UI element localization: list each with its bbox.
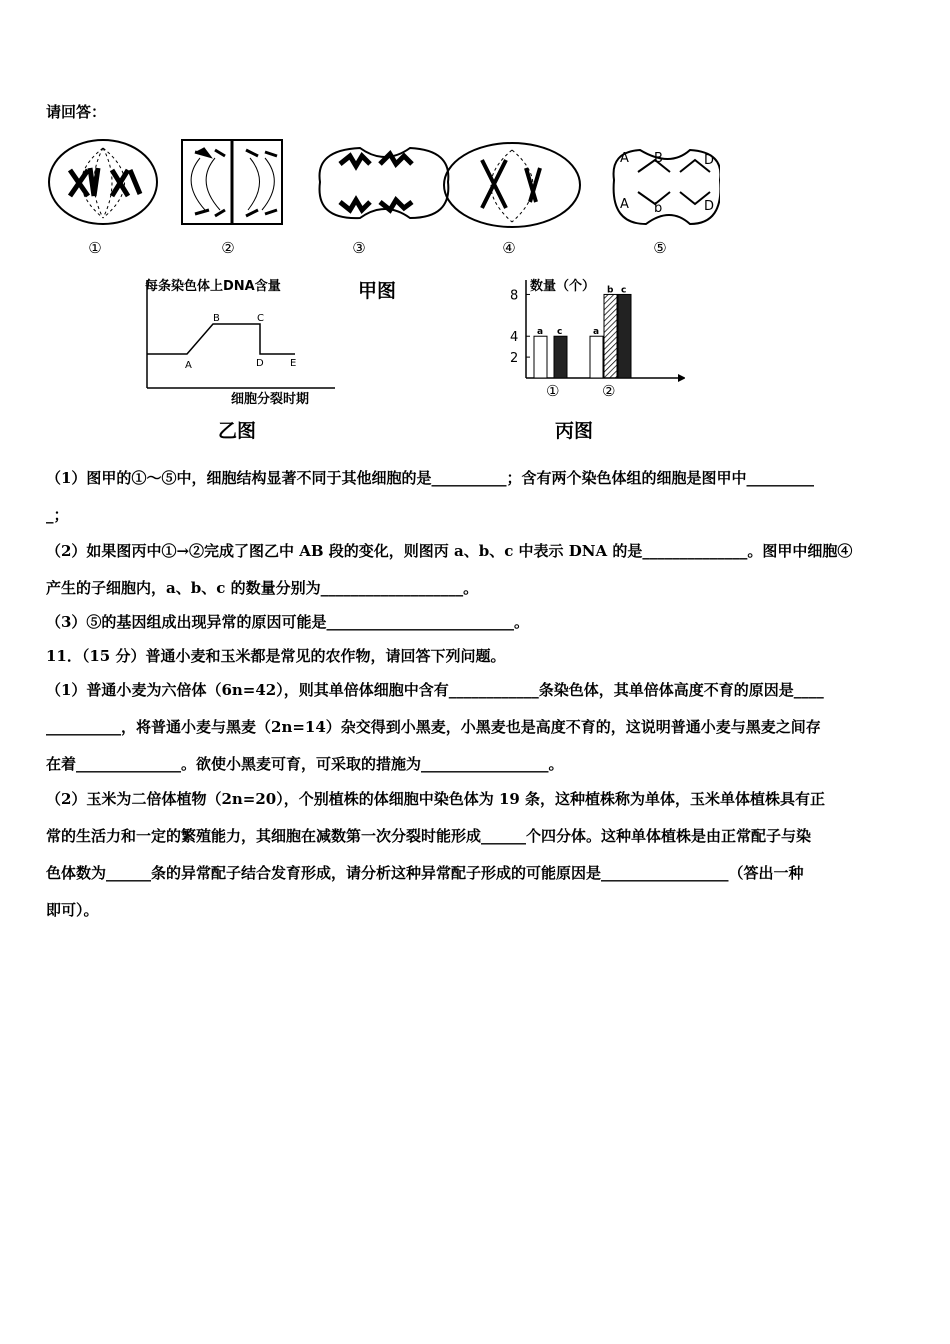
yi-xlabel: 细胞分裂时期 bbox=[231, 392, 310, 407]
yi-point-A: A bbox=[185, 360, 192, 371]
gene-label-4: A bbox=[620, 197, 629, 212]
cell-label-1: ① bbox=[88, 239, 102, 257]
figure-bing-title: 丙图 bbox=[555, 420, 594, 442]
yi-point-E: E bbox=[290, 358, 297, 369]
bing-y-tick-4: 4 bbox=[510, 330, 519, 346]
figure-yi-title: 乙图 bbox=[218, 420, 257, 442]
bing-bar-a-1 bbox=[534, 336, 547, 378]
bing-bar-label-b-2: b bbox=[607, 285, 614, 296]
cell-4-drawing bbox=[444, 143, 580, 227]
figure-jia-title: 甲图 bbox=[358, 280, 397, 302]
q11-2-line-3: 色体数为______条的异常配子结合发育形成，请分析这种异常配子形成的可能原因是_________________（答出一种 bbox=[46, 864, 804, 882]
intro-text: 请回答： bbox=[46, 103, 107, 121]
bing-bar-a-2 bbox=[590, 336, 603, 378]
q3-line: （3）⑤的基因组成出现异常的原因可能是_________________________。 bbox=[46, 613, 529, 631]
gene-label-2: B bbox=[654, 151, 663, 166]
bing-y-tick-8: 8 bbox=[510, 288, 519, 304]
cell-label-5: ⑤ bbox=[653, 239, 667, 257]
yi-point-B: B bbox=[213, 313, 220, 324]
cell-label-4: ④ bbox=[502, 239, 516, 257]
cell-3-drawing bbox=[320, 148, 449, 218]
q1-line-2: _； bbox=[46, 506, 69, 524]
bing-ylabel: 数量（个） bbox=[530, 279, 596, 294]
bing-bar-b-2 bbox=[604, 294, 617, 378]
q11-1-line-1: （1）普通小麦为六倍体（6n=42），则其单倍体细胞中含有____________条染色体，其单倍体高度不育的原因是____ bbox=[46, 681, 824, 699]
q1-line-1: （1）图甲的①～⑤中，细胞结构显著不同于其他细胞的是__________；含有两个染色体组的细胞是图甲中_________ bbox=[46, 469, 814, 487]
bing-bar-label-c-1: c bbox=[557, 327, 563, 338]
cell-5-drawing bbox=[614, 150, 720, 224]
bing-bar-c-2 bbox=[618, 294, 631, 378]
q11-1-line-2: __________，将普通小麦与黑麦（2n=14）杂交得到小黑麦，小黑麦也是高度不育的，这说明普通小麦与黑麦之间存 bbox=[46, 718, 821, 736]
yi-ylabel: 每条染色体上DNA含量 bbox=[145, 279, 281, 294]
figure-jia-cells bbox=[40, 130, 720, 260]
cell-1-drawing bbox=[49, 140, 157, 224]
q11-2-line-4: 即可）。 bbox=[46, 901, 99, 919]
cell-2-drawing bbox=[182, 140, 282, 224]
yi-point-C: C bbox=[257, 313, 264, 324]
gene-label-3: D bbox=[704, 153, 715, 168]
bing-category-2: ② bbox=[602, 382, 616, 400]
q11-1-line-3: 在着______________。欲使小黑麦可育，可采取的措施为_________________。 bbox=[46, 755, 564, 773]
q11-title: 11．（15 分）普通小麦和玉米都是常见的农作物，请回答下列问题。 bbox=[46, 647, 506, 665]
q2-line-2: 产生的子细胞内，a、b、c 的数量分别为___________________。 bbox=[46, 579, 479, 597]
gene-label-6: D bbox=[704, 199, 715, 214]
q11-2-line-2: 常的生活力和一定的繁殖能力，其细胞在减数第一次分裂时能形成______个四分体。这种单体植株是由正常配子与染 bbox=[46, 827, 812, 845]
figure-yi-graph bbox=[135, 272, 345, 408]
bing-y-tick-2: 2 bbox=[510, 351, 519, 367]
cell-label-3: ③ bbox=[352, 239, 366, 257]
q11-2-line-1: （2）玉米为二倍体植物（2n=20），个别植株的体细胞中染色体为 19 条，这种植株称为单体，玉米单体植株具有正 bbox=[46, 790, 826, 808]
gene-label-5: b bbox=[654, 201, 663, 216]
figure-bing-chart bbox=[500, 272, 685, 406]
gene-label-1: A bbox=[620, 151, 629, 166]
bing-bar-label-a-2: a bbox=[593, 327, 600, 338]
bing-bar-label-a-1: a bbox=[537, 327, 544, 338]
bing-bar-c-1 bbox=[554, 336, 567, 378]
bing-category-1: ① bbox=[546, 382, 560, 400]
cell-label-2: ② bbox=[221, 239, 235, 257]
q2-line-1: （2）如果图丙中①→②完成了图乙中 AB 段的变化，则图丙 a、b、c 中表示 DNA 的是______________。图甲中细胞④ bbox=[46, 542, 853, 560]
bing-bar-label-c-2: c bbox=[621, 285, 627, 296]
yi-point-D: D bbox=[256, 358, 264, 369]
